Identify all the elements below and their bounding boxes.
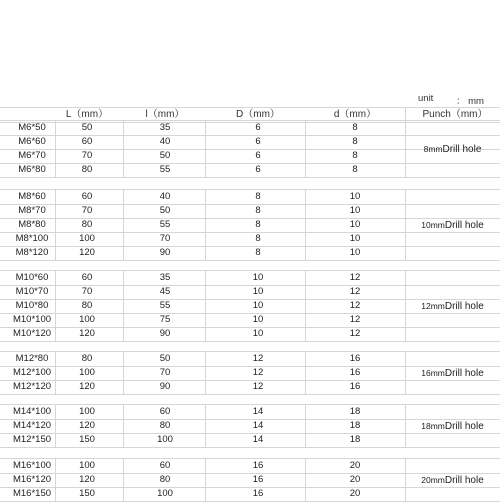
l-cell: 100 (157, 488, 173, 499)
d-cell: 12 (349, 328, 361, 339)
column-divider (123, 458, 124, 501)
l-cell: 55 (159, 300, 171, 311)
column-divider (55, 351, 56, 394)
column-divider (55, 404, 56, 447)
punch-size: 8mm (423, 144, 443, 154)
model-cell: M10*70 (15, 286, 49, 297)
D-cell: 10 (252, 300, 264, 311)
row-divider (0, 394, 500, 395)
punch-cell (405, 473, 500, 488)
l-cell: 70 (159, 367, 171, 378)
l-cell: 50 (159, 150, 171, 161)
D-cell: 16 (252, 460, 264, 471)
column-divider (123, 120, 124, 177)
column-divider (55, 270, 56, 341)
model-cell: M10*80 (15, 300, 49, 311)
L-cell: 100 (79, 406, 95, 417)
column-divider (123, 351, 124, 394)
d-cell: 12 (349, 300, 361, 311)
column-divider (205, 189, 206, 260)
model-cell: M8*100 (15, 233, 49, 244)
header-l: l（mm） (145, 109, 185, 120)
column-divider (55, 120, 56, 177)
L-cell: 60 (81, 272, 93, 283)
d-cell: 12 (349, 272, 361, 283)
D-cell: 10 (252, 314, 264, 325)
model-cell: M8*60 (18, 191, 46, 202)
d-cell: 16 (349, 367, 361, 378)
column-divider (205, 270, 206, 341)
l-cell: 50 (159, 353, 171, 364)
D-cell: 6 (255, 164, 261, 175)
D-cell: 14 (252, 420, 264, 431)
d-cell: 18 (349, 434, 361, 445)
L-cell: 120 (79, 381, 95, 392)
d-cell: 10 (349, 247, 361, 258)
punch-size: 20mm (421, 475, 445, 485)
L-cell: 60 (81, 191, 93, 202)
punch-cell (405, 299, 500, 314)
L-cell: 60 (81, 136, 93, 147)
L-cell: 80 (81, 219, 93, 230)
punch-cell (405, 218, 500, 233)
l-cell: 90 (159, 381, 171, 392)
column-divider (205, 120, 206, 177)
d-cell: 8 (352, 136, 358, 147)
d-cell: 10 (349, 191, 361, 202)
D-cell: 14 (252, 434, 264, 445)
model-cell: M6*60 (18, 136, 46, 147)
d-cell: 12 (349, 286, 361, 297)
D-cell: 16 (252, 488, 264, 499)
model-cell: M14*120 (12, 420, 52, 431)
column-divider (305, 404, 306, 447)
model-cell: M8*120 (15, 247, 49, 258)
unit-value: ： mm (456, 96, 484, 107)
d-cell: 18 (349, 406, 361, 417)
D-cell: 8 (255, 233, 261, 244)
d-cell: 8 (352, 122, 358, 133)
model-cell: M12*80 (15, 353, 49, 364)
L-cell: 120 (79, 247, 95, 258)
l-cell: 75 (159, 314, 171, 325)
D-cell: 8 (255, 219, 261, 230)
l-cell: 100 (157, 434, 173, 445)
model-cell: M6*70 (18, 150, 46, 161)
D-cell: 10 (252, 328, 264, 339)
d-cell: 10 (349, 219, 361, 230)
L-cell: 80 (81, 164, 93, 175)
l-cell: 40 (159, 191, 171, 202)
column-divider (205, 351, 206, 394)
header-L: L（mm） (65, 109, 109, 120)
l-cell: 35 (159, 272, 171, 283)
punch-cell (405, 366, 500, 381)
d-cell: 8 (352, 150, 358, 161)
punch-text: Drill hole (444, 475, 484, 486)
D-cell: 8 (255, 191, 261, 202)
D-cell: 14 (252, 406, 264, 417)
L-cell: 100 (79, 367, 95, 378)
D-cell: 10 (252, 272, 264, 283)
l-cell: 80 (159, 420, 171, 431)
l-cell: 60 (159, 460, 171, 471)
L-cell: 70 (81, 150, 93, 161)
d-cell: 20 (349, 460, 361, 471)
L-cell: 100 (79, 460, 95, 471)
D-cell: 16 (252, 474, 264, 485)
d-cell: 20 (349, 474, 361, 485)
l-cell: 40 (159, 136, 171, 147)
l-cell: 55 (159, 164, 171, 175)
column-divider (123, 404, 124, 447)
model-cell: M16*150 (12, 488, 52, 499)
punch-text: Drill hole (444, 368, 484, 379)
d-cell: 16 (349, 353, 361, 364)
punch-text: Drill hole (444, 220, 484, 231)
L-cell: 70 (81, 286, 93, 297)
model-cell: M6*80 (18, 164, 46, 175)
L-cell: 120 (79, 474, 95, 485)
punch-cell (405, 142, 500, 157)
header-punch: Punch（mm） (422, 109, 488, 120)
L-cell: 80 (81, 353, 93, 364)
d-cell: 16 (349, 381, 361, 392)
model-cell: M12*120 (12, 381, 52, 392)
model-cell: M6*50 (18, 122, 46, 133)
unit-label: unit (418, 93, 434, 104)
l-cell: 35 (159, 122, 171, 133)
l-cell: 50 (159, 205, 171, 216)
punch-text: Drill hole (444, 301, 484, 312)
D-cell: 12 (252, 381, 264, 392)
D-cell: 6 (255, 150, 261, 161)
punch-text: Drill hole (444, 421, 484, 432)
D-cell: 8 (255, 247, 261, 258)
punch-cell (405, 419, 500, 434)
d-cell: 12 (349, 314, 361, 325)
D-cell: 12 (252, 353, 264, 364)
L-cell: 150 (79, 488, 95, 499)
D-cell: 6 (255, 136, 261, 147)
model-cell: M10*120 (12, 328, 52, 339)
model-cell: M10*100 (12, 314, 52, 325)
header-D: D（mm） (236, 109, 280, 120)
model-cell: M12*100 (12, 367, 52, 378)
model-cell: M12*150 (12, 434, 52, 445)
d-cell: 10 (349, 205, 361, 216)
L-cell: 100 (79, 233, 95, 244)
model-cell: M8*70 (18, 205, 46, 216)
row-divider (0, 177, 500, 178)
column-divider (305, 351, 306, 394)
row-divider (0, 260, 500, 261)
d-cell: 10 (349, 233, 361, 244)
l-cell: 55 (159, 219, 171, 230)
model-cell: M8*80 (18, 219, 46, 230)
column-divider (55, 458, 56, 501)
model-cell: M16*120 (12, 474, 52, 485)
punch-text: Drill hole (442, 144, 482, 155)
l-cell: 90 (159, 247, 171, 258)
header-d: d（mm） (333, 109, 377, 120)
punch-size: 12mm (421, 301, 445, 311)
l-cell: 60 (159, 406, 171, 417)
column-divider (305, 189, 306, 260)
L-cell: 120 (79, 420, 95, 431)
model-cell: M14*100 (12, 406, 52, 417)
l-cell: 80 (159, 474, 171, 485)
d-cell: 20 (349, 488, 361, 499)
L-cell: 50 (81, 122, 93, 133)
column-divider (205, 404, 206, 447)
L-cell: 70 (81, 205, 93, 216)
punch-size: 16mm (421, 368, 445, 378)
model-cell: M16*100 (12, 460, 52, 471)
l-cell: 45 (159, 286, 171, 297)
model-cell: M10*60 (15, 272, 49, 283)
d-cell: 18 (349, 420, 361, 431)
D-cell: 12 (252, 367, 264, 378)
D-cell: 6 (255, 122, 261, 133)
row-divider (0, 447, 500, 448)
column-divider (205, 458, 206, 501)
D-cell: 8 (255, 205, 261, 216)
column-divider (55, 189, 56, 260)
column-divider (305, 270, 306, 341)
punch-size: 10mm (421, 220, 445, 230)
row-divider (0, 341, 500, 342)
column-divider (305, 458, 306, 501)
l-cell: 70 (159, 233, 171, 244)
L-cell: 150 (79, 434, 95, 445)
column-divider (305, 120, 306, 177)
D-cell: 10 (252, 286, 264, 297)
L-cell: 80 (81, 300, 93, 311)
column-divider (123, 270, 124, 341)
L-cell: 100 (79, 314, 95, 325)
l-cell: 90 (159, 328, 171, 339)
column-divider (123, 189, 124, 260)
d-cell: 8 (352, 164, 358, 175)
punch-size: 18mm (421, 421, 445, 431)
L-cell: 120 (79, 328, 95, 339)
